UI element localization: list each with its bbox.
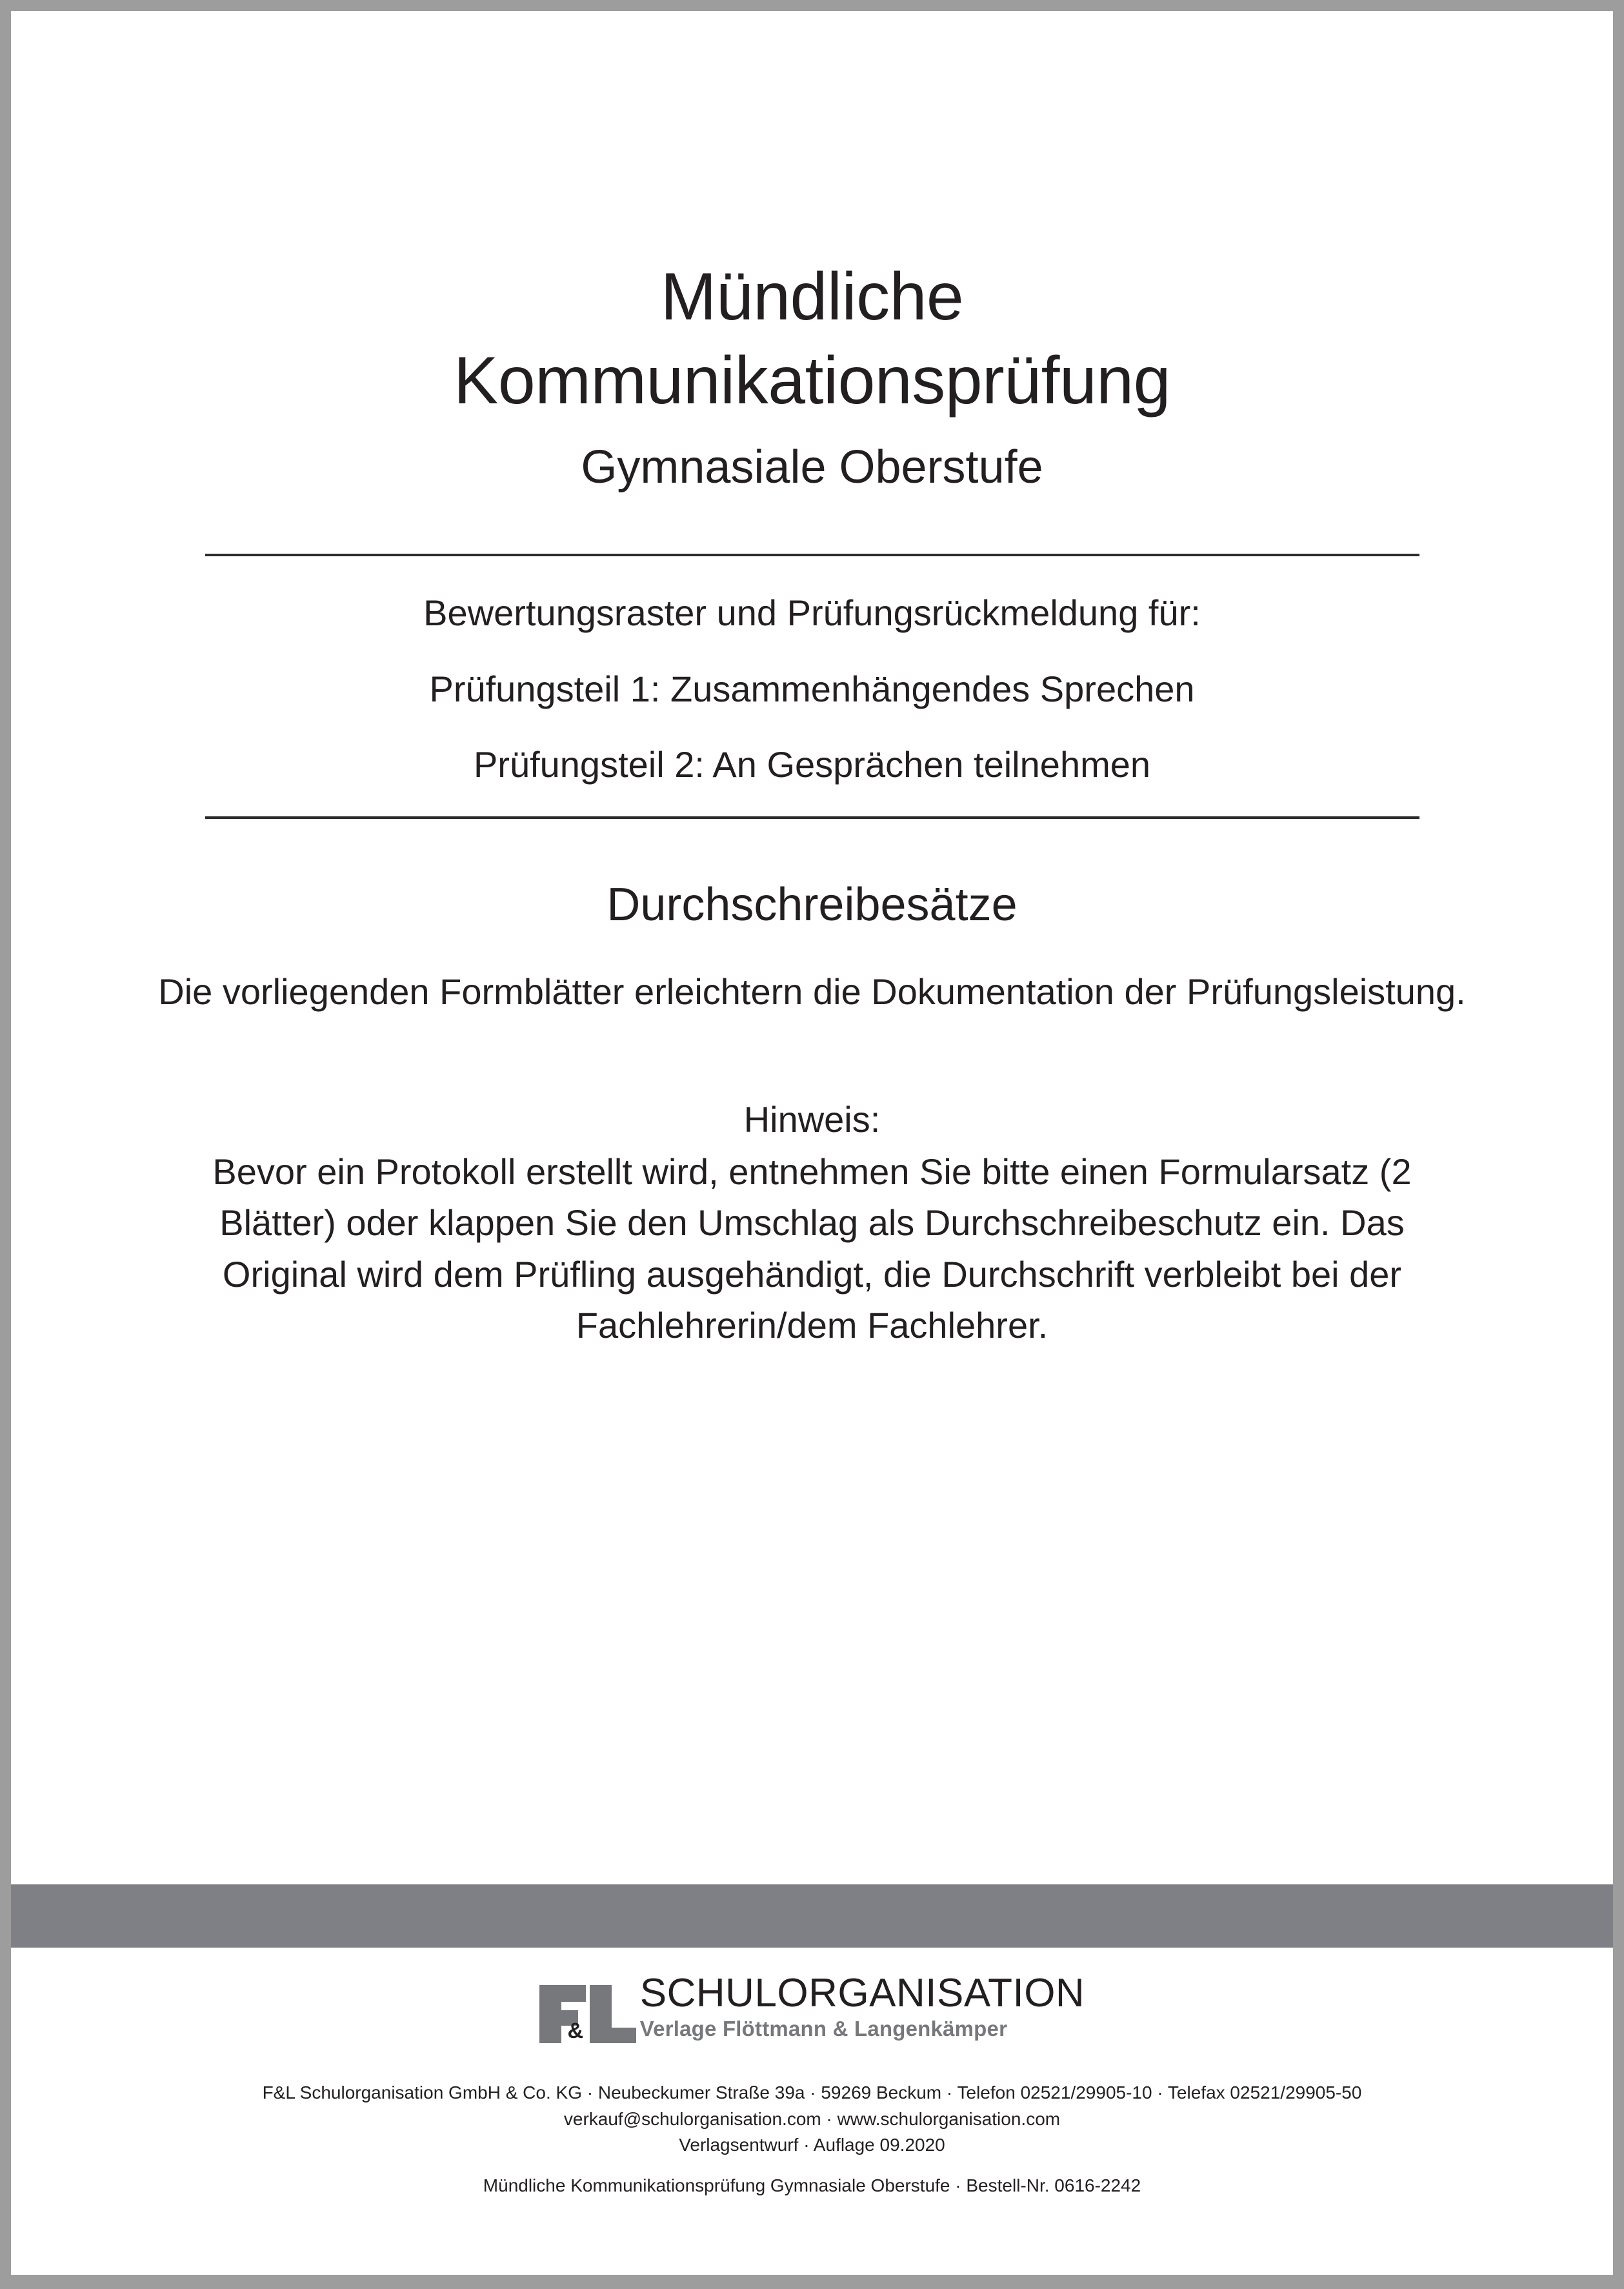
note-label: Hinweis: — [743, 1098, 881, 1140]
logo-main-text: SCHULORGANISATION — [639, 1970, 1085, 2015]
logo-wordmark — [639, 1970, 1085, 2043]
purpose-block — [11, 556, 1613, 786]
footer-line-address: F&L Schulorganisation GmbH & Co. KG · Neubeckumer Straße 39a · 59269 Beckum · Telefon 02521/29905-10 · Telefax 02521/29905-50 — [262, 2082, 1362, 2102]
footer-contact-block — [11, 2080, 1613, 2199]
section-block — [11, 819, 1613, 1014]
page-title-line-2: Kommunikationsprüfung — [453, 343, 1170, 418]
section-lead: Die vorliegenden Formblätter erleichtern die Dokumentation der Prüfungsleistung. — [158, 971, 1466, 1013]
footer-gray-band — [11, 1884, 1613, 1948]
document-page — [11, 11, 1613, 2275]
footer-line-order: Mündliche Kommunikationsprüfung Gymnasiale Oberstufe · Bestell-Nr. 0616-2242 — [483, 2175, 1141, 2195]
publisher-logo — [539, 1970, 1085, 2043]
logo-sub-text: Verlage Flöttmann & Langenkämper — [639, 2017, 1008, 2041]
ampersand-glyph: & — [567, 2019, 584, 2043]
purpose-part-2: Prüfungsteil 2: An Gesprächen teilnehmen — [473, 743, 1151, 785]
fl-monogram-icon — [539, 1973, 636, 2043]
note-block — [11, 1014, 1613, 1351]
title-block — [11, 11, 1613, 495]
page-title-line-1: Mündliche — [660, 259, 964, 334]
document-content — [11, 11, 1613, 1351]
page-footer — [11, 1948, 1613, 2199]
note-body: Bevor ein Protokoll erstellt wird, entnehmen Sie bitte einen Formularsatz (2 Blätter) oder klappen Sie den Umschlag als Durchschreibeschutz ein. Das Original wird dem Prüfling ausgehändigt, die Durchschrift verbleibt bei der Fachlehrerin/dem Fachlehrer. — [212, 1151, 1412, 1346]
footer-line-edition: Verlagsentwurf · Auflage 09.2020 — [679, 2135, 945, 2155]
section-title: Durchschreibesätze — [606, 878, 1018, 931]
page-subtitle: Gymnasiale Oberstufe — [581, 441, 1043, 493]
purpose-part-1: Prüfungsteil 1: Zusammenhängendes Sprechen — [429, 668, 1195, 709]
footer-line-web: verkauf@schulorganisation.com · www.schulorganisation.com — [563, 2108, 1061, 2129]
purpose-intro: Bewertungsraster und Prüfungsrückmeldung für: — [423, 592, 1201, 634]
page-title — [11, 255, 1613, 423]
